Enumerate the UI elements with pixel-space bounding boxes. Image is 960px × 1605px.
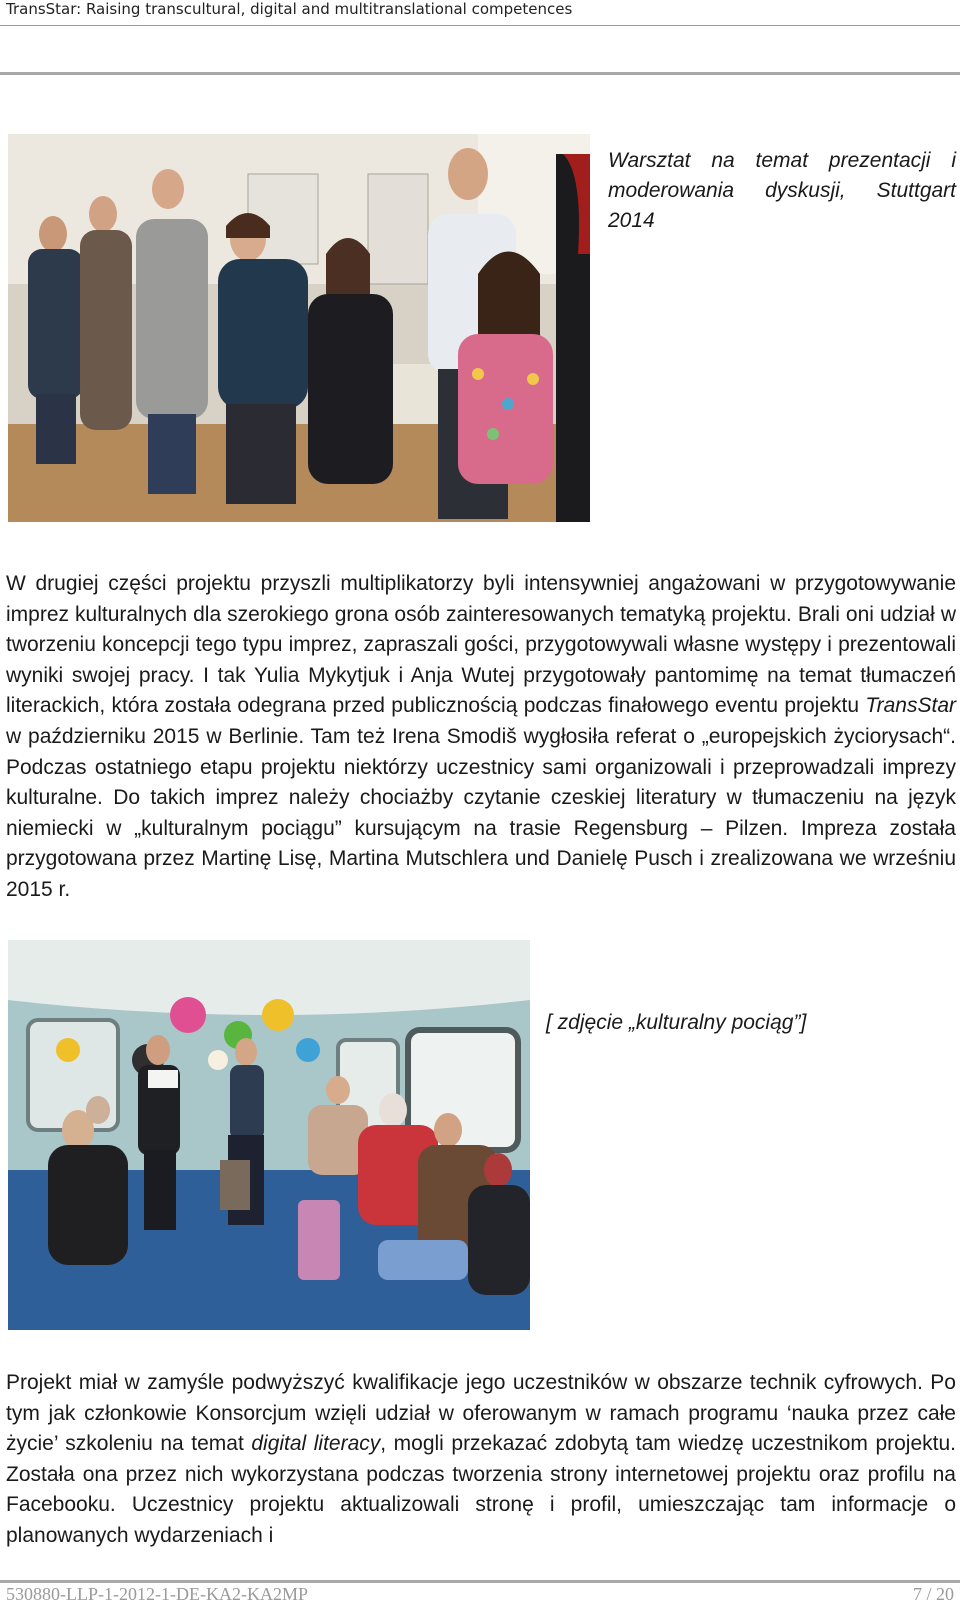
running-header: TransStar: Raising transcultural, digital and multitranslational competences [6,0,573,18]
header-rule [0,25,960,26]
page-number: 7 / 20 [912,1584,954,1604]
project-name-emphasis: TransStar [865,694,956,718]
culture-train-photo-caption: [ zdjęcie „kulturalny pociąg”] [546,1011,807,1034]
paragraph-culture-events: W drugiej części projektu przyszli multiplikatorzy byli intensywniej angażowani w przygotowywanie imprez kulturalnych dla szerokiego grona osób zainteresowanych tematyką projektu. Brali oni udział w tworzeniu koncepcji tego typu imprez, zapraszali gości, przygotowywali własne występy i prezentowali wyniki swojej pracy. I tak Yulia Mykytjuk i Anja Wutej przygotowały pantomimę na temat tłumaczeń literackich, która została odegrana przed publicznością podczas finałowego eventu projektu TransStar w październiku 2015 w Berlinie. Tam też Irena Smodiš wygłosiła referat o „europejskich życiorysach“. Podczas ostatniego etapu projektu niektórzy uczestnicy sami organizowali i przeprowadzali imprezy kulturalne. Do takich imprez należy chociażby czytanie czeskiej literatury w tłumaczeniu na język niemiecki w „kulturalnym pociągu” kursującym na trasie Regensburg – Pilzen. Impreza została przygotowana przez Martinę Lisę, Martina Mutschlera und Danielę Pusch i zrealizowana we wrześniu 2015 r. [6,572,956,901]
digital-literacy-emphasis: digital literacy [251,1432,381,1456]
paragraph-digital-competences: Projekt miał w zamyśle podwyższyć kwalifikacje jego uczestników w obszarze technik cyfrowych. Po tym jak członkowie Konsorcjum wzięli udział w oferowanym w ramach programu ‘nauka przez całe życie’ szkoleniu na temat digital literacy, mogli przekazać zdobytą tam wiedzę uczestnikom projektu. Została ona przez nich wykorzystana podczas tworzenia strony internetowej projektu oraz profilu na Facebooku. Uczestnicy projektu aktualizowali stronę i profil, umieszczając tam informacje o planowanych wydarzeniach i [6,1371,956,1547]
footer-rule [0,1580,960,1583]
workshop-photo [8,134,590,522]
culture-train-photo [8,940,530,1330]
project-code: 530880-LLP-1-2012-1-DE-KA2-KA2MP [6,1584,308,1604]
header-double-rule [0,72,960,75]
workshop-photo-caption: Warsztat na temat prezentacji i moderowania dyskusji, Stuttgart 2014 [608,149,956,232]
